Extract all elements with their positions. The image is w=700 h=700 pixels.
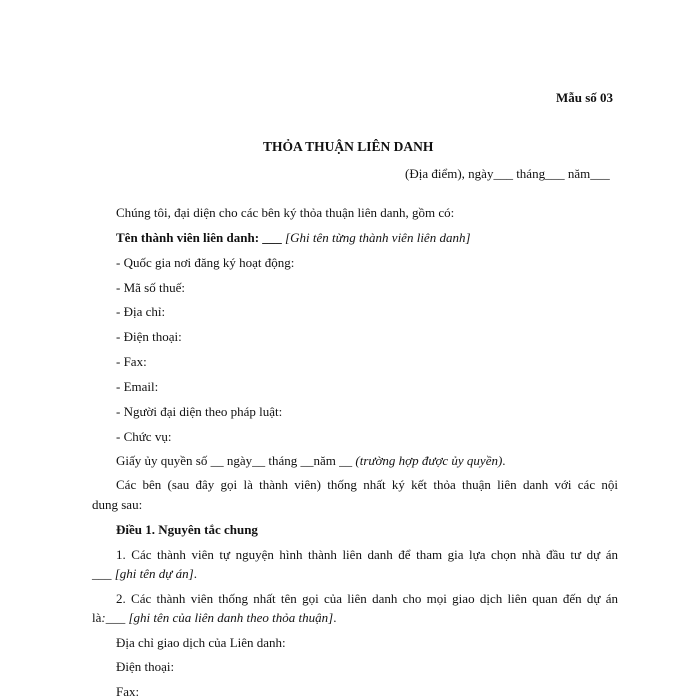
article-1-p1-line-2 bbox=[92, 566, 197, 582]
jv-fax-label: Fax: bbox=[116, 684, 140, 699]
jv-address-label: Địa chỉ giao dịch của Liên danh: bbox=[116, 635, 286, 650]
field-phone: - Điện thoại: bbox=[116, 329, 182, 344]
member-name-hint: [Ghi tên từng thành viên liên danh] bbox=[281, 230, 471, 245]
authorization-line bbox=[116, 453, 506, 469]
article-1-p2-line-2 bbox=[92, 610, 336, 626]
field-fax: - Fax: bbox=[116, 354, 147, 369]
agreement-line-2: dung sau: bbox=[92, 497, 143, 512]
authorization-note: (trường hợp được ủy quyền) bbox=[355, 453, 503, 468]
document-title: THỎA THUẬN LIÊN DANH bbox=[263, 139, 434, 154]
p1-end: . bbox=[193, 566, 197, 581]
intro-text: Chúng tôi, đại diện cho các bên ký thỏa thuận liên danh, gồm có: bbox=[116, 205, 455, 220]
field-legal-representative: - Người đại diện theo pháp luật: bbox=[116, 404, 283, 419]
field-country: - Quốc gia nơi đăng ký hoạt động: bbox=[116, 255, 295, 270]
member-name-line bbox=[116, 230, 471, 246]
joint-venture-name-hint: :___ [ghi tên của liên danh theo thỏa thuận] bbox=[101, 610, 334, 625]
field-email: - Email: bbox=[116, 379, 159, 394]
article-1-p1-line-1: 1. Các thành viên tự nguyện hình thành liên danh để tham gia lựa chọn nhà đầu tư dự án bbox=[116, 547, 618, 562]
field-tax-code: - Mã số thuế: bbox=[116, 280, 185, 295]
project-name-blank: ___ bbox=[92, 566, 115, 581]
p2-end: . bbox=[333, 610, 337, 625]
p2-prefix: là bbox=[92, 610, 102, 625]
authorization-text: Giấy ủy quyền số __ ngày__ tháng __năm __ bbox=[116, 453, 356, 468]
member-name-label: Tên thành viên liên danh: ___ bbox=[116, 230, 282, 245]
project-name-hint: [ghi tên dự án] bbox=[114, 566, 194, 581]
authorization-end: . bbox=[502, 453, 506, 468]
field-address: - Địa chỉ: bbox=[116, 304, 166, 319]
agreement-line-1: Các bên (sau đây gọi là thành viên) thống nhất ký kết thỏa thuận liên danh với các nội bbox=[116, 477, 618, 492]
place-date-line: (Địa điểm), ngày___ tháng___ năm___ bbox=[405, 166, 610, 181]
article-1-heading: Điều 1. Nguyên tắc chung bbox=[116, 522, 258, 537]
article-1-p2-line-1: 2. Các thành viên thống nhất tên gọi của liên danh cho mọi giao dịch liên quan đến dự án bbox=[116, 591, 618, 606]
field-position: - Chức vụ: bbox=[116, 429, 172, 444]
form-number: Mẫu số 03 bbox=[556, 90, 614, 105]
jv-phone-label: Điện thoại: bbox=[116, 659, 175, 674]
